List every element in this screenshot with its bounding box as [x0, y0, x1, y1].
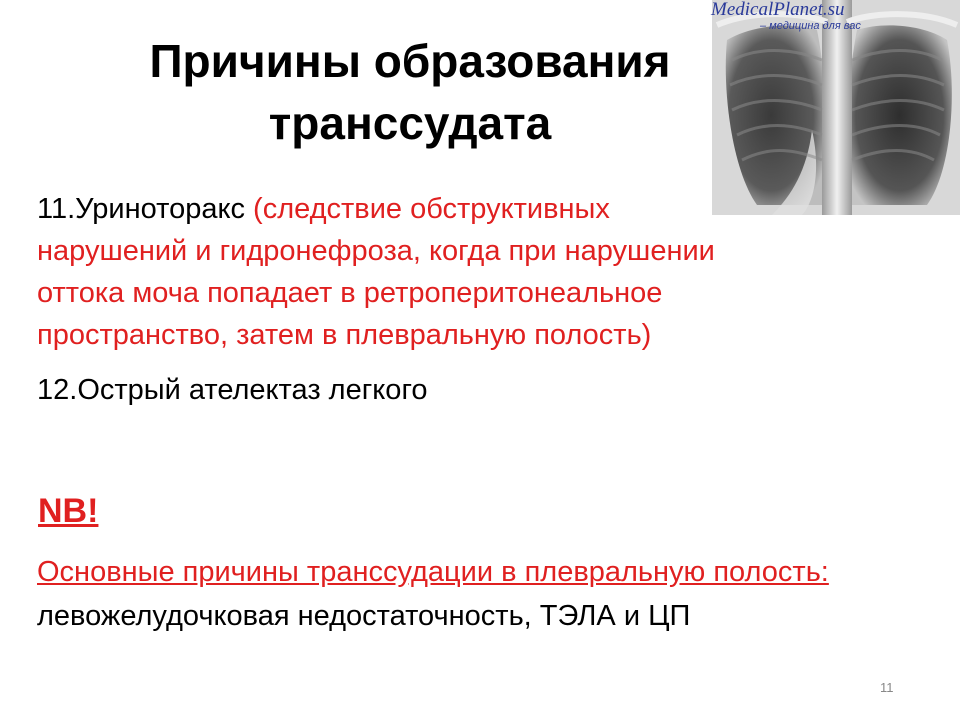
title-line-2: транссудата — [268, 97, 552, 149]
main-causes-text: левожелудочковая недостаточность, ТЭЛА и ЦП — [37, 600, 691, 632]
main-causes-heading: Основные причины транссудации в плевральную полость: — [37, 556, 829, 588]
page-number: 11 — [880, 680, 894, 695]
watermark-subtitle: – медицина для вас — [760, 20, 861, 32]
watermark: MedicalPlanet.su — [711, 0, 845, 20]
item-11-lead: 11.Уриноторакс — [37, 193, 254, 225]
nb-label: NB! — [38, 492, 99, 530]
title-line-1: Причины образования — [149, 35, 671, 87]
item-11-red-1: (следствие обструктивных — [253, 193, 610, 225]
slide-title — [60, 30, 760, 154]
item-12: 12.Острый ателектаз легкого — [37, 374, 428, 406]
item-11-red-3: оттока моча попадает в ретроперитонеальное — [37, 277, 663, 309]
main-causes — [37, 550, 947, 638]
chest-xray-image — [712, 0, 960, 215]
item-11-red-4: пространство, затем в плевральную полость) — [37, 319, 652, 351]
item-11 — [37, 188, 937, 356]
item-11-red-2: нарушений и гидронефроза, когда при нарушении — [37, 235, 715, 267]
